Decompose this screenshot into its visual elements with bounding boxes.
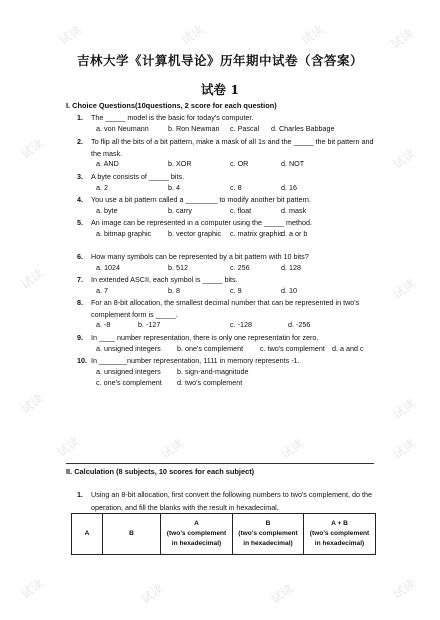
option-a[interactable]: a. byte: [96, 206, 118, 215]
option-a[interactable]: a. 2: [96, 183, 108, 192]
section-divider: [66, 463, 374, 464]
watermark: 试读: [18, 576, 47, 602]
options-row: [93, 206, 333, 217]
option-c[interactable]: c. matrix graphic: [230, 229, 283, 238]
question-number: 10.: [77, 356, 87, 365]
option-a[interactable]: a. bitmap graphic: [96, 229, 152, 238]
question-number: 9.: [77, 333, 83, 342]
option-b[interactable]: b. XOR: [168, 159, 192, 168]
option-c[interactable]: c. 9: [230, 286, 242, 295]
header-title: A: [194, 520, 199, 527]
option-b[interactable]: b. 4: [168, 183, 180, 192]
question-number: 6.: [77, 252, 83, 261]
question-number: 2.: [77, 137, 83, 146]
question-text: For an 8-bit allocation, the smallest decimal number that can be represented in two's complement form is _____.: [91, 298, 360, 319]
option-b[interactable]: b. sign-and-magnitude: [177, 367, 249, 376]
option-a[interactable]: a. 1024: [96, 263, 120, 272]
question-number: 8.: [77, 298, 83, 307]
option-d[interactable]: d. -256: [288, 320, 311, 329]
watermark: 试读: [298, 22, 327, 48]
watermark: 试读: [268, 581, 297, 607]
option-c[interactable]: c. one's complement: [96, 378, 162, 387]
option-d[interactable]: d. a or b: [281, 229, 308, 238]
question-text: A byte consists of _____ bits.: [91, 172, 185, 181]
option-c[interactable]: c. Pascal: [230, 124, 260, 133]
header-title: A + B: [331, 520, 348, 527]
question-number: 7.: [77, 275, 83, 284]
options-row: [93, 124, 333, 135]
option-d[interactable]: d. Charles Babbage: [271, 124, 335, 133]
question-number: 1.: [77, 490, 83, 499]
watermark: 试读: [56, 22, 85, 48]
option-b[interactable]: b. 8: [168, 286, 180, 295]
watermark: 试读: [390, 276, 419, 302]
option-c[interactable]: c. 8: [230, 183, 242, 192]
option-d[interactable]: d. 128: [281, 263, 301, 272]
watermark: 试读: [388, 26, 417, 52]
question-text: How many symbols can be represented by a bit pattern with 10 bits?: [91, 252, 309, 261]
options-row: [93, 320, 333, 331]
header-sum-twos-complement: [304, 514, 376, 555]
header-subtitle: (two's complement in hexadecimal): [238, 530, 298, 547]
watermark: 试读: [390, 436, 419, 462]
option-b[interactable]: b. vector graphic: [168, 229, 222, 238]
watermark: 试读: [18, 266, 47, 292]
watermark: 试读: [390, 146, 419, 172]
watermark: 试读: [54, 434, 83, 460]
option-a[interactable]: a. AND: [96, 159, 119, 168]
option-d[interactable]: d. a and c: [332, 344, 364, 353]
calculation-table: [71, 513, 376, 555]
table-header-row: [72, 514, 376, 555]
option-d[interactable]: d. NOT: [281, 159, 305, 168]
section-heading-choice: I. Choice Questions(10questions, 2 score for each question): [66, 101, 277, 110]
watermark: 试读: [18, 136, 47, 162]
header-title: B: [265, 520, 271, 527]
header-a: A: [72, 514, 103, 555]
question-number: 1.: [77, 113, 83, 122]
watermark: 试读: [158, 436, 187, 462]
option-c[interactable]: c. 256: [230, 263, 250, 272]
options-row: [93, 378, 293, 389]
option-b[interactable]: b. one's complement: [177, 344, 244, 353]
section-heading-calculation: II. Calculation (8 subjects, 10 scores for each subject): [66, 467, 255, 476]
option-b[interactable]: b. Ron Newman: [168, 124, 220, 133]
question-text: You use a bit pattern called a ________ to modify another bit pattern.: [91, 195, 311, 204]
option-c[interactable]: c. two's complement: [260, 344, 325, 353]
options-row: [93, 344, 363, 355]
question-text: An image can be represented in a computer using the _____ method.: [91, 218, 312, 227]
watermark: 试读: [138, 581, 167, 607]
option-d[interactable]: d. 16: [281, 183, 297, 192]
option-a[interactable]: a. -8: [96, 320, 111, 329]
watermark: 试读: [390, 396, 419, 422]
option-d[interactable]: d. 10: [281, 286, 297, 295]
question-text: Using an 8-bit allocation, first convert the following numbers to two's complement, do the operation, and fill the blanks with the result in hexadecimal.: [91, 490, 373, 512]
options-row: [93, 183, 333, 194]
option-a[interactable]: a. von Neumann: [96, 124, 149, 133]
option-d[interactable]: d. two's complement: [177, 378, 243, 387]
option-b[interactable]: b. 512: [168, 263, 188, 272]
watermark: 试读: [18, 391, 47, 417]
option-a[interactable]: a. 7: [96, 286, 108, 295]
option-a[interactable]: a. unsigned integers: [96, 367, 161, 376]
option-d[interactable]: d. mask: [281, 206, 307, 215]
option-c[interactable]: c. -128: [230, 320, 252, 329]
option-b[interactable]: b. carry: [168, 206, 192, 215]
options-row: [93, 229, 333, 240]
watermark: 试读: [390, 576, 419, 602]
watermark: 试读: [178, 22, 207, 48]
options-row: [93, 263, 333, 274]
question-text: In extended ASCII, each symbol is _____ bits.: [91, 275, 238, 284]
options-row: [93, 159, 333, 170]
header-subtitle: (two's complement in hexadecimal): [309, 530, 370, 547]
header-b: B: [103, 514, 161, 555]
option-c[interactable]: c. OR: [230, 159, 249, 168]
question-text: In ____ number representation, there is only one representatin for zero.: [91, 333, 319, 342]
option-a[interactable]: a. unsigned integers: [96, 344, 161, 353]
header-a-twos-complement: [161, 514, 233, 555]
options-row: [93, 286, 333, 297]
option-b[interactable]: b. -127: [138, 320, 161, 329]
header-b-twos-complement: [233, 514, 304, 555]
paper-number: 试卷 1: [200, 82, 240, 97]
question-number: 4.: [77, 195, 83, 204]
question-text: To flip all the bits of a bit pattern, make a mask of all 1s and the _____ the bit pattern and the mask.: [91, 137, 374, 158]
header-subtitle: (two's complement in hexadecimal): [166, 530, 227, 547]
watermark: 试读: [278, 436, 307, 462]
question-text: The _____ model is the basic for today's computer.: [91, 113, 254, 122]
question-number: 5.: [77, 218, 83, 227]
question-number: 3.: [77, 172, 83, 181]
options-row: [93, 367, 293, 378]
document-title: 吉林大学《计算机导论》历年期中试卷（含答案）: [76, 53, 363, 68]
option-c[interactable]: c. float: [230, 206, 252, 215]
question-text: In _______number representation, 1111 in memory represents -1.: [91, 356, 300, 365]
